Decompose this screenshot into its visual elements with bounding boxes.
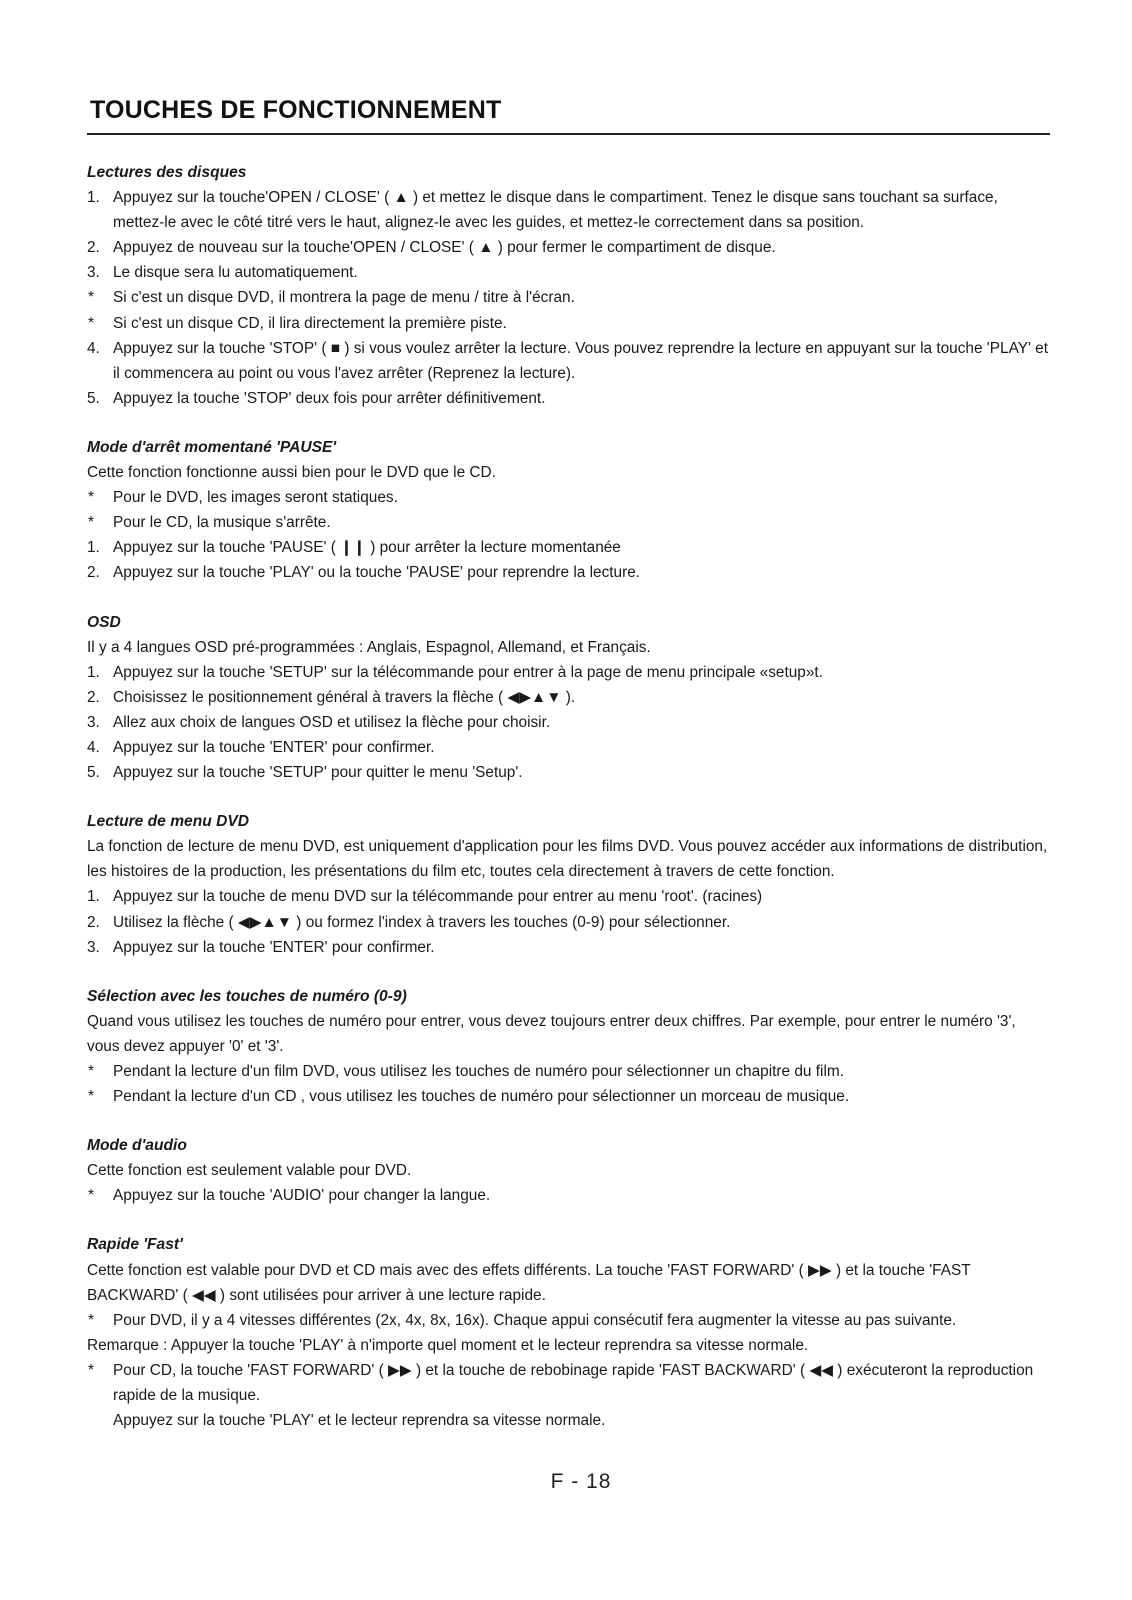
list-item — [87, 660, 1049, 685]
item-text: Pour DVD, il y a 4 vitesses différentes (2x, 4x, 8x, 16x). Chaque appui consécutif fera augmenter la vitesse au pas suivante. — [113, 1311, 957, 1329]
section-intro: Quand vous utilisez les touches de numéro pour entrer, vous devez toujours entrer deux chiffres. Par exemple, pour entrer le numéro '3', vous devez appuyer '0' et '3'. — [87, 1012, 1016, 1055]
section-heading: Mode d'arrêt momentané 'PAUSE' — [87, 438, 337, 456]
item-text: Le disque sera lu automatiquement. — [113, 264, 358, 282]
item-text: Appuyez sur la touche 'SETUP' sur la télécommande pour entrer à la page de menu principale «setup»t. — [113, 663, 823, 681]
section-osd — [87, 610, 1049, 786]
item-marker: 1. — [87, 663, 100, 681]
item-marker: 3. — [87, 938, 100, 956]
list-item — [87, 935, 1049, 960]
section-pause — [87, 435, 1049, 586]
section-fast — [87, 1232, 1049, 1433]
item-text: Pendant la lecture d'un film DVD, vous utilisez les touches de numéro pour sélectionner un chapitre du film. — [113, 1063, 844, 1080]
section-lectures — [87, 160, 1049, 411]
list-item — [87, 260, 1049, 285]
page-content — [87, 160, 1049, 1457]
section-intro: Cette fonction est seulement valable pour DVD. — [87, 1162, 412, 1180]
item-marker: * — [88, 1088, 94, 1106]
remark-text: Remarque : Appuyer la touche 'PLAY' à n'importe quel moment et le lecteur reprendra sa vitesse normale. — [87, 1336, 809, 1354]
item-marker: 4. — [87, 339, 100, 357]
list-item — [87, 1183, 1049, 1208]
section-audio — [87, 1133, 1049, 1208]
item-marker: * — [88, 1063, 94, 1080]
item-text: Appuyez sur la touche de menu DVD sur la télécommande pour entrer au menu 'root'. (racines) — [113, 888, 763, 906]
closing-text: Appuyez sur la touche 'PLAY' et le lecteur reprendra sa vitesse normale. — [113, 1412, 606, 1430]
section-heading: Mode d'audio — [87, 1137, 187, 1155]
list-item — [87, 485, 1049, 510]
item-marker: 2. — [87, 688, 100, 706]
item-text: Si c'est un disque DVD, il montrera la page de menu / titre à l'écran. — [113, 289, 575, 307]
item-marker: 3. — [87, 713, 100, 731]
item-marker: 2. — [87, 239, 100, 257]
list-item — [87, 535, 1049, 560]
item-marker: 2. — [87, 913, 100, 931]
item-text: Appuyez sur la touche 'ENTER' pour confirmer. — [113, 938, 435, 956]
list-item — [87, 685, 1049, 710]
list-item — [87, 910, 1049, 935]
item-marker: * — [88, 1361, 94, 1379]
section-heading: Rapide 'Fast' — [87, 1236, 183, 1254]
list-item — [87, 285, 1049, 310]
item-marker: 1. — [87, 888, 100, 906]
item-text: Si c'est un disque CD, il lira directement la première piste. — [113, 314, 507, 332]
section-menu-dvd — [87, 809, 1049, 960]
list-item — [87, 185, 1049, 235]
list-item — [87, 1358, 1049, 1408]
item-marker: * — [88, 489, 94, 507]
item-text: Pour le DVD, les images seront statiques. — [113, 489, 398, 507]
page-title: TOUCHES DE FONCTIONNEMENT — [90, 96, 502, 124]
item-marker: 2. — [87, 564, 100, 582]
item-marker: 1. — [87, 189, 100, 207]
item-marker: 3. — [87, 264, 100, 282]
list-item — [87, 1084, 1049, 1109]
list-item — [87, 735, 1049, 760]
item-text: Appuyez sur la touche 'PAUSE' ( ❙❙ ) pour arrêter la lecture momentanée — [113, 539, 621, 557]
list-item — [87, 510, 1049, 535]
item-text: Pendant la lecture d'un CD , vous utilisez les touches de numéro pour sélectionner un morceau de musique. — [113, 1088, 850, 1106]
item-text: Appuyez sur la touche 'STOP' ( ■ ) si vous voulez arrêter la lecture. Vous pouvez reprendre la lecture en appuyant sur la touche 'PLAY' et il commencera au point ou vous l'avez arrêter (Reprenez la lecture). — [113, 339, 1049, 382]
section-numero — [87, 984, 1049, 1109]
item-text: Appuyez de nouveau sur la touche'OPEN / CLOSE' ( ▲ ) pour fermer le compartiment de disque. — [113, 239, 776, 257]
page-number-label: F - 18 — [550, 1470, 612, 1493]
item-text: Appuyez sur la touche'OPEN / CLOSE' ( ▲ ) et mettez le disque dans le compartiment. Tenez le disque sans touchant sa surface, mettez-le avec le côté titré vers le haut, alignez-le avec les guides, et mettez-le correctement dans sa position. — [113, 189, 998, 232]
section-intro: Cette fonction est valable pour DVD et CD mais avec des effets différents. La touche 'FAST FORWARD' ( ▶▶ ) et la touche 'FAST BACKWARD' ( ◀◀ ) sont utilisées pour arriver à une lecture rapide. — [87, 1261, 971, 1304]
title-rule — [87, 133, 1050, 135]
list-item — [87, 336, 1049, 386]
item-text: Allez aux choix de langues OSD et utilisez la flèche pour choisir. — [113, 713, 551, 731]
item-text: Appuyez sur la touche 'AUDIO' pour changer la langue. — [113, 1187, 491, 1205]
item-text: Appuyez sur la touche 'PLAY' ou la touche 'PAUSE' pour reprendre la lecture. — [113, 564, 641, 582]
item-text: Appuyez la touche 'STOP' deux fois pour arrêter définitivement. — [113, 389, 546, 407]
section-intro: Cette fonction fonctionne aussi bien pour le DVD que le CD. — [87, 464, 496, 482]
item-text: Appuyez sur la touche 'ENTER' pour confirmer. — [113, 738, 435, 756]
list-item — [87, 1308, 1049, 1333]
item-marker: * — [88, 514, 94, 532]
item-marker: 1. — [87, 539, 100, 557]
section-heading: Lectures des disques — [87, 164, 247, 181]
list-item — [87, 235, 1049, 260]
list-item — [87, 760, 1049, 785]
list-item — [87, 386, 1049, 411]
item-text: Pour CD, la touche 'FAST FORWARD' ( ▶▶ ) et la touche de rebobinage rapide 'FAST BACKWARD' ( ◀◀ ) exécuteront la reproduction rapide de la musique. — [113, 1361, 1034, 1405]
item-marker: 4. — [87, 738, 100, 756]
list-item — [87, 1059, 1049, 1084]
section-heading: Lecture de menu DVD — [87, 813, 250, 831]
item-marker: 5. — [87, 389, 100, 407]
item-marker: * — [88, 314, 94, 332]
page-number — [0, 1470, 1132, 1494]
list-item — [87, 710, 1049, 735]
section-heading: Sélection avec les touches de numéro (0-9) — [87, 987, 407, 1005]
section-intro: Il y a 4 langues OSD pré-programmées : Anglais, Espagnol, Allemand, et Français. — [87, 638, 651, 656]
item-marker: * — [88, 289, 94, 307]
item-marker: 5. — [87, 764, 100, 782]
item-text: Choisissez le positionnement général à travers la flèche ( ◀▶▲▼ ). — [113, 688, 576, 706]
section-intro: La fonction de lecture de menu DVD, est uniquement d'application pour les films DVD. Vous pouvez accéder aux informations de distribution, les histoires de la production, les présentations du film etc, toutes cela directement à travers de cette fonction. — [87, 838, 1048, 881]
list-item — [87, 311, 1049, 336]
item-marker: * — [88, 1187, 94, 1205]
item-marker: * — [88, 1311, 94, 1329]
item-text: Utilisez la flèche ( ◀▶▲▼ ) ou formez l'index à travers les touches (0-9) pour sélectionner. — [113, 913, 731, 931]
item-text: Appuyez sur la touche 'SETUP' pour quitter le menu 'Setup'. — [113, 764, 523, 782]
item-text: Pour le CD, la musique s'arrête. — [113, 514, 331, 532]
list-item — [87, 884, 1049, 909]
section-heading: OSD — [87, 613, 121, 631]
list-item — [87, 560, 1049, 585]
